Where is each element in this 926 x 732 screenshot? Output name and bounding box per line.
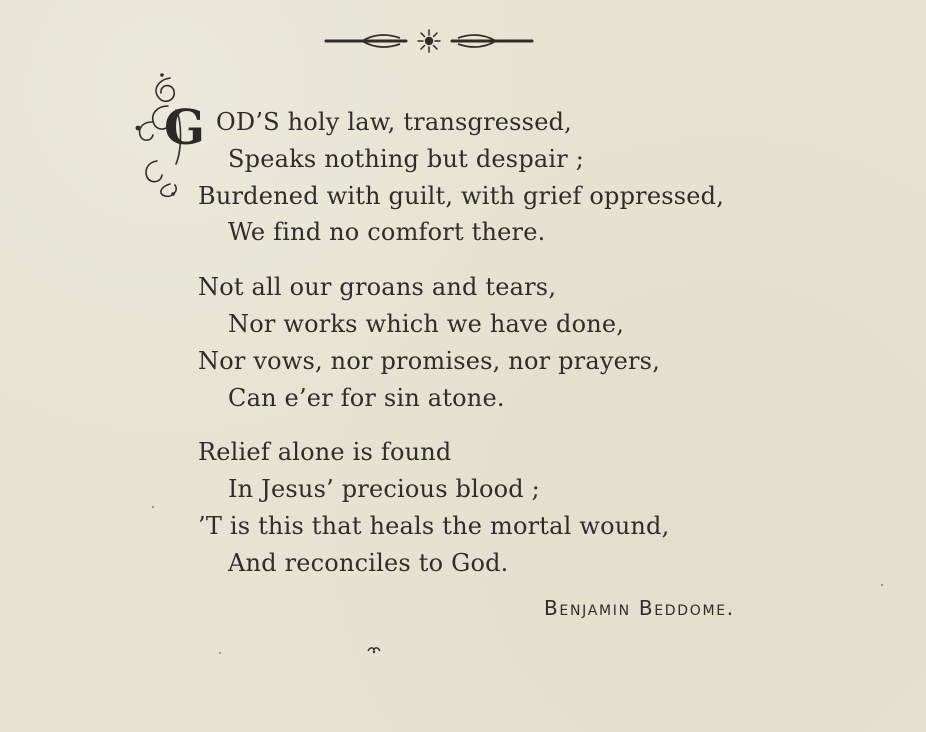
poem-line: Speaks nothing but despair ; bbox=[228, 144, 585, 173]
stanza-1 bbox=[198, 104, 838, 251]
flourish-icon bbox=[322, 24, 536, 58]
paper-speck bbox=[881, 584, 883, 586]
stanza-3 bbox=[198, 434, 838, 581]
drop-cap-letter: G bbox=[164, 100, 204, 156]
poem-line: ’T is this that heals the mortal wound, bbox=[198, 511, 670, 540]
poem-line: Relief alone is found bbox=[198, 438, 452, 467]
drop-cap bbox=[130, 66, 204, 198]
paper-speck bbox=[219, 652, 221, 654]
poem-line: Burdened with guilt, with grief oppressed, bbox=[198, 181, 725, 210]
poem-line: In Jesus’ precious blood ; bbox=[228, 475, 540, 504]
poem-line: Nor works which we have done, bbox=[228, 309, 625, 338]
poem-line: Can e’er for sin atone. bbox=[228, 383, 505, 412]
small-ornament-icon bbox=[366, 645, 382, 655]
first-line-spacer bbox=[198, 104, 838, 141]
poem-first-line: OD’S holy law, transgressed, bbox=[216, 108, 572, 136]
poem-line: Nor vows, nor promises, nor prayers, bbox=[198, 346, 661, 375]
author-name: Benjamin Beddome. bbox=[544, 596, 735, 620]
stanza-2 bbox=[198, 269, 838, 416]
poem-body bbox=[198, 104, 838, 600]
poem-line: Not all our groans and tears, bbox=[198, 273, 557, 302]
paper-speck bbox=[152, 506, 154, 508]
poem-line: And reconciles to God. bbox=[228, 548, 509, 577]
poem-line: We find no comfort there. bbox=[228, 218, 546, 247]
